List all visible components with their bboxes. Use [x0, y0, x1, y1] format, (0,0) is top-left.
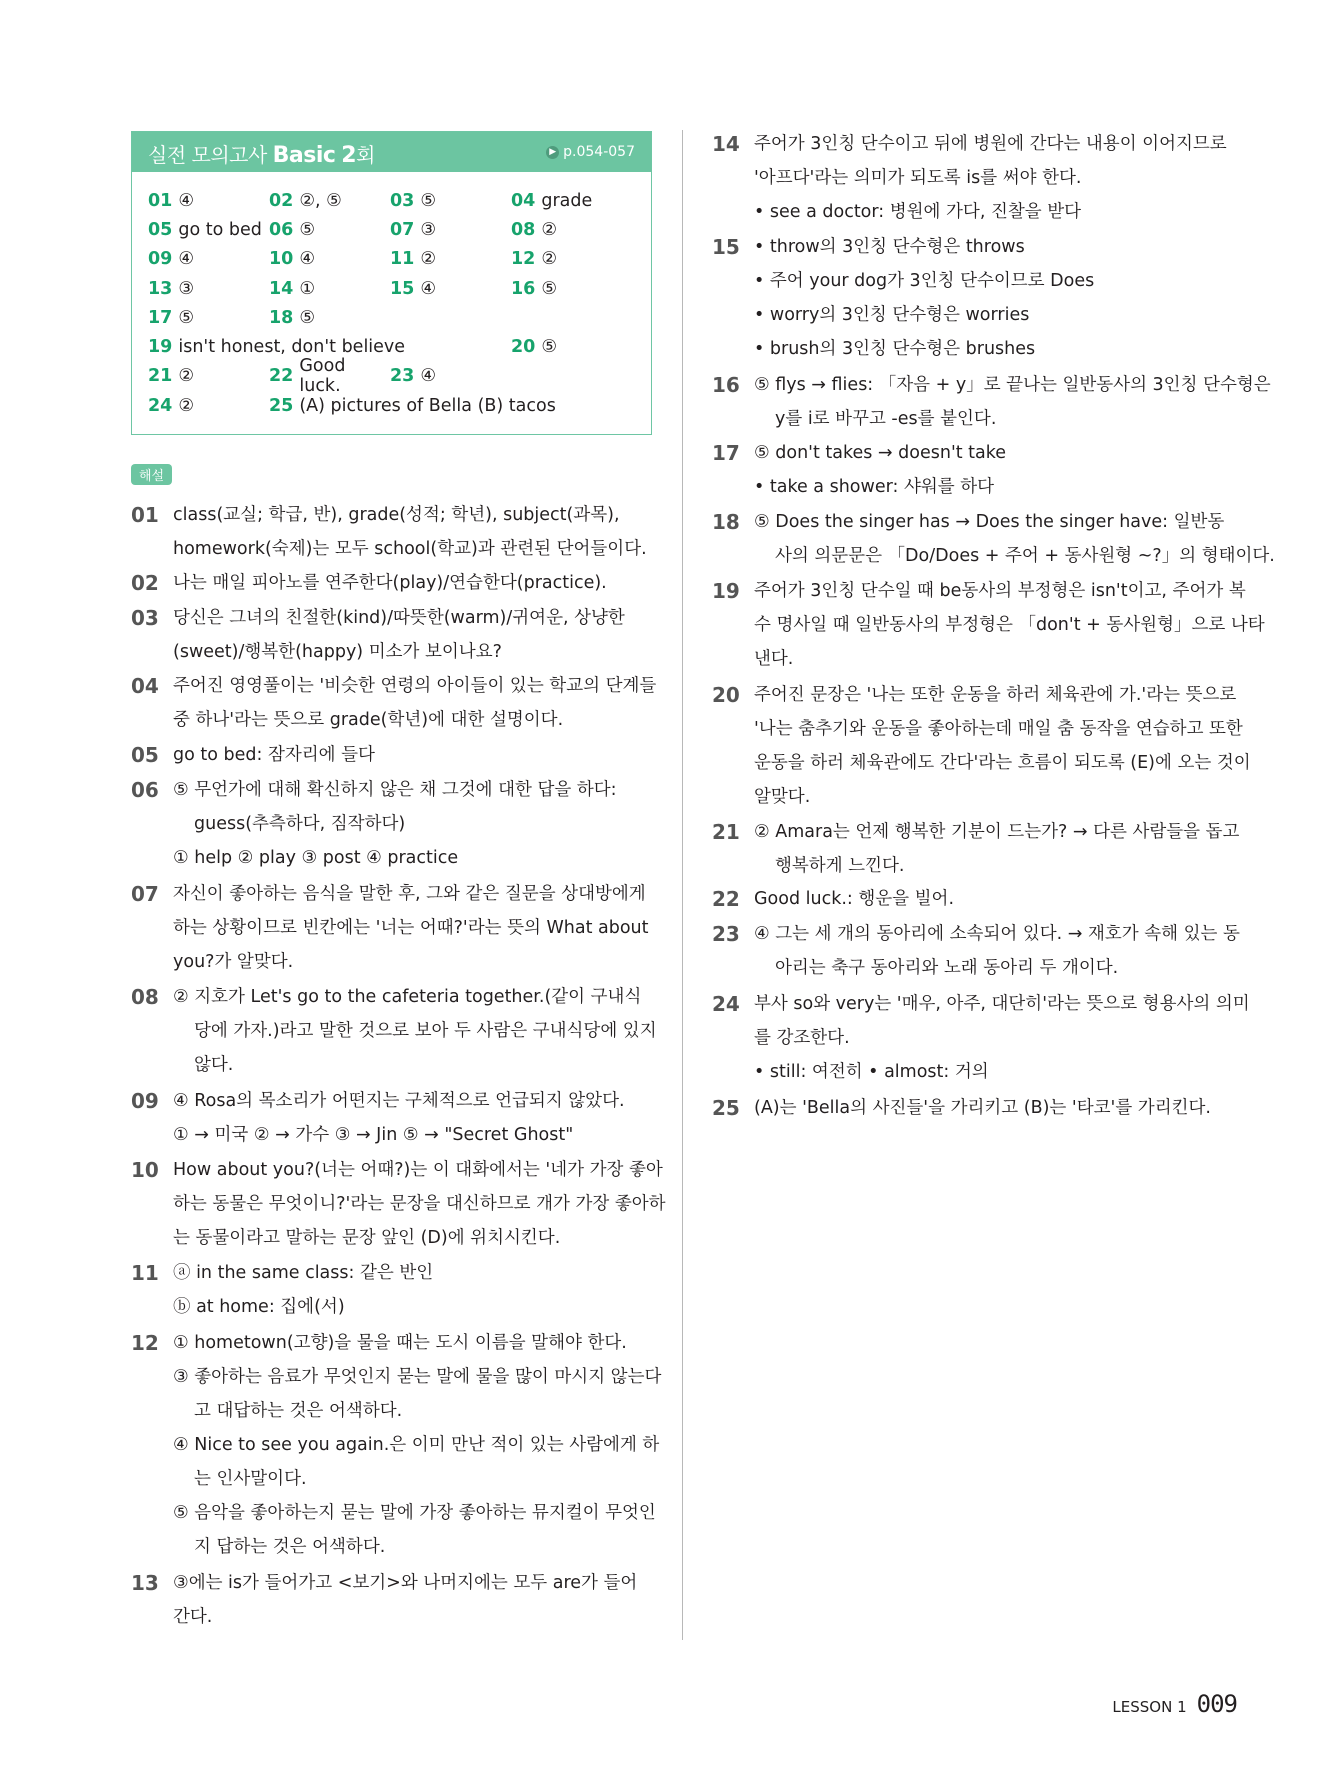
- item-line: 알맞다.: [754, 787, 811, 807]
- answer-number: 18: [269, 307, 294, 328]
- item-text: [754, 882, 1242, 916]
- item-line: 간다.: [173, 1607, 213, 1627]
- answer-box: [131, 131, 652, 435]
- item-text: [754, 505, 1275, 573]
- answer-cell: [390, 215, 511, 244]
- explanation-item: [712, 1091, 1242, 1125]
- answer-cell: [148, 245, 269, 274]
- explanation-item: [712, 917, 1242, 985]
- answer-value: ②: [420, 249, 437, 270]
- item-line: 행복하게 느낀다.: [775, 856, 905, 876]
- item-line: ③에는 is가 들어가고 <보기>와 나머지에는 모두 are가 들어: [173, 1573, 638, 1593]
- explanation-item: [131, 498, 661, 566]
- explanation-item: [131, 1153, 666, 1255]
- item-line: • brush의 3인칭 단수형은 brushes: [754, 339, 1036, 359]
- answer-value: ②: [541, 219, 558, 240]
- item-number: 08: [131, 985, 159, 1009]
- answer-value: ③: [420, 219, 437, 240]
- answer-number: 21: [148, 366, 173, 387]
- page-footer: [1112, 1690, 1237, 1718]
- item-text: [173, 1326, 661, 1564]
- item-number: 25: [712, 1096, 740, 1120]
- answer-number: 14: [269, 278, 294, 299]
- answer-cell: [148, 215, 269, 244]
- answer-number: 15: [390, 278, 415, 299]
- explanation-item: [712, 815, 1242, 883]
- item-number: 18: [712, 510, 740, 534]
- explanation-item: [131, 738, 661, 772]
- answer-value: go to bed: [178, 219, 262, 240]
- item-text: [173, 498, 661, 566]
- answer-number: 16: [511, 278, 536, 299]
- answer-cell: [511, 245, 632, 274]
- item-line: • throw의 3인칭 단수형은 throws: [754, 237, 1025, 257]
- item-text: [754, 230, 1242, 366]
- item-text: [173, 669, 661, 737]
- explanation-item: [712, 574, 1265, 676]
- answer-number: 10: [269, 249, 294, 270]
- answer-cell: [269, 245, 390, 274]
- item-number: 06: [131, 778, 159, 802]
- item-text: [754, 1091, 1242, 1125]
- item-line: 는 인사말이다.: [194, 1469, 307, 1489]
- item-line: 는 동물이라고 말하는 문장 앞인 (D)에 위치시킨다.: [173, 1228, 561, 1248]
- answer-number: 08: [511, 219, 536, 240]
- item-text: [754, 987, 1250, 1089]
- item-line: 주어가 3인칭 단수이고 뒤에 병원에 간다는 내용이 이어지므로: [754, 134, 1227, 154]
- answer-number: 19: [148, 337, 173, 358]
- item-text: [173, 1256, 661, 1324]
- answer-cell: [148, 186, 269, 215]
- answer-number: 11: [390, 249, 415, 270]
- item-number: 15: [712, 235, 740, 259]
- item-number: 21: [712, 820, 740, 844]
- item-number: 24: [712, 992, 740, 1016]
- answer-value: ⑤: [178, 307, 195, 328]
- explanation-item: [712, 436, 1242, 504]
- item-line: 않다.: [194, 1055, 234, 1075]
- item-number: 03: [131, 606, 159, 630]
- item-line: 를 강조한다.: [754, 1028, 850, 1048]
- item-line: ④ Rosa의 목소리가 어떤지는 구체적으로 언급되지 않았다.: [173, 1091, 625, 1111]
- answer-number: 20: [511, 337, 536, 358]
- answer-value: ⑤: [299, 219, 316, 240]
- answer-row: [148, 245, 635, 274]
- item-number: 17: [712, 441, 740, 465]
- item-line: y를 i로 바꾸고 -es를 붙인다.: [775, 409, 997, 429]
- item-line: 지 답하는 것은 어색하다.: [194, 1537, 386, 1557]
- answer-number: 09: [148, 249, 173, 270]
- item-line: class(교실; 학급, 반), grade(성적; 학년), subject(과목),: [173, 505, 620, 525]
- item-number: 05: [131, 743, 159, 767]
- answer-number: 22: [269, 366, 294, 387]
- answer-row: [148, 332, 635, 361]
- item-line: 운동을 하러 체육관에도 간다'라는 흐름이 되도록 (E)에 오는 것이: [754, 753, 1251, 773]
- item-number: 19: [712, 579, 740, 603]
- answer-value: ②: [541, 249, 558, 270]
- answer-row: [148, 186, 635, 215]
- page-number: 009: [1196, 1690, 1237, 1718]
- item-line: • still: 여전히 • almost: 거의: [754, 1062, 989, 1082]
- answer-cell: [269, 391, 632, 420]
- answer-number: 07: [390, 219, 415, 240]
- answer-cell: [148, 303, 269, 332]
- item-text: [754, 917, 1242, 985]
- item-line: ⓑ at home: 집에(서): [173, 1297, 345, 1317]
- item-number: 14: [712, 132, 740, 156]
- item-line: guess(추측하다, 짐작하다): [194, 814, 406, 834]
- item-text: [754, 678, 1251, 814]
- item-number: 20: [712, 683, 740, 707]
- answer-value: ②: [178, 366, 195, 387]
- item-text: [173, 1566, 661, 1634]
- answer-number: 06: [269, 219, 294, 240]
- item-text: [754, 436, 1242, 504]
- item-line: ⑤ don't takes → doesn't take: [754, 443, 1007, 463]
- answer-value: ①: [299, 278, 316, 299]
- item-line: 수 명사일 때 일반동사의 부정형은 「don't + 동사원형」으로 나타: [754, 615, 1265, 635]
- item-number: 07: [131, 882, 159, 906]
- item-number: 10: [131, 1158, 159, 1182]
- answer-number: 04: [511, 190, 536, 211]
- explanation-item: [131, 1084, 661, 1152]
- item-line: • see a doctor: 병원에 가다, 진찰을 받다: [754, 202, 1082, 222]
- answer-cell: [269, 274, 390, 303]
- explanation-item: [712, 230, 1242, 366]
- column-divider: [682, 130, 683, 1640]
- answer-number: 24: [148, 395, 173, 416]
- item-line: ④ 그는 세 개의 동아리에 소속되어 있다. → 재호가 속해 있는 동: [754, 924, 1240, 944]
- answer-number: 17: [148, 307, 173, 328]
- item-number: 09: [131, 1089, 159, 1113]
- answer-value: ②: [178, 395, 195, 416]
- explanation-item: [712, 987, 1250, 1089]
- item-line: 당신은 그녀의 친절한(kind)/따뜻한(warm)/귀여운, 상냥한: [173, 608, 625, 628]
- answer-cell: [511, 186, 632, 215]
- item-line: 부사 so와 very는 '매우, 아주, 대단히'라는 뜻으로 형용사의 의미: [754, 994, 1250, 1014]
- item-line: '나는 춤추기와 운동을 좋아하는데 매일 춤 동작을 연습하고 또한: [754, 719, 1243, 739]
- item-text: [173, 566, 661, 600]
- item-line: ⑤ 무언가에 대해 확신하지 않은 채 그것에 대한 답을 하다:: [173, 780, 617, 800]
- item-line: 낸다.: [754, 649, 794, 669]
- item-number: 01: [131, 503, 159, 527]
- arrow-right-icon: ▶: [546, 146, 559, 159]
- answer-row: [148, 274, 635, 303]
- answer-cell: [511, 215, 632, 244]
- answer-value: Good luck.: [299, 356, 346, 397]
- item-number: 22: [712, 887, 740, 911]
- item-number: 23: [712, 922, 740, 946]
- lesson-label: LESSON 1: [1112, 1698, 1187, 1716]
- answer-number: 25: [269, 395, 294, 416]
- answer-value: ⑤: [299, 307, 316, 328]
- item-text: [173, 1084, 661, 1152]
- explanation-item: [131, 1256, 661, 1324]
- item-line: How about you?(너는 어때?)는 이 대화에서는 '네가 가장 좋아: [173, 1160, 663, 1180]
- item-line: ④ Nice to see you again.은 이미 만난 적이 있는 사람에게 하: [173, 1435, 660, 1455]
- item-line: 나는 매일 피아노를 연주한다(play)/연습한다(practice).: [173, 573, 607, 593]
- item-line: go to bed: 잠자리에 들다: [173, 745, 375, 765]
- explanation-item: [712, 882, 1242, 916]
- item-line: 당에 가자.)라고 말한 것으로 보아 두 사람은 구내식당에 있지: [194, 1021, 657, 1041]
- item-line: Good luck.: 행운을 빌어.: [754, 889, 955, 909]
- answer-number: 13: [148, 278, 173, 299]
- answer-value: grade: [541, 190, 593, 211]
- item-number: 02: [131, 571, 159, 595]
- item-line: • 주어 your dog가 3인칭 단수이므로 Does: [754, 271, 1095, 291]
- answer-number: 03: [390, 190, 415, 211]
- answer-number: 02: [269, 190, 294, 211]
- answer-value: ④: [420, 366, 437, 387]
- item-line: you?가 알맞다.: [173, 952, 294, 972]
- item-text: [173, 1153, 666, 1255]
- item-line: 아리는 축구 동아리와 노래 동아리 두 개이다.: [775, 958, 1119, 978]
- explanation-item: [712, 678, 1251, 814]
- item-line: 고 대답하는 것은 어색하다.: [194, 1401, 403, 1421]
- item-line: • take a shower: 샤워를 하다: [754, 477, 995, 497]
- answer-value: ⑤: [541, 278, 558, 299]
- item-line: ① hometown(고향)을 물을 때는 도시 이름을 말해야 한다.: [173, 1333, 627, 1353]
- item-number: 16: [712, 373, 740, 397]
- answer-value: ③: [178, 278, 195, 299]
- explanation-item: [131, 1326, 661, 1564]
- item-text: [754, 574, 1265, 676]
- answer-value: ⑤: [420, 190, 437, 211]
- explanation-item: [131, 773, 661, 875]
- answer-cell: [148, 362, 269, 391]
- item-line: 자신이 좋아하는 음식을 말한 후, 그와 같은 질문을 상대방에게: [173, 884, 646, 904]
- explanation-item: [131, 877, 661, 979]
- item-line: 사의 의문문은 「Do/Does + 주어 + 동사원형 ~?」의 형태이다.: [775, 546, 1275, 566]
- explanation-item: [131, 566, 661, 600]
- item-line: (sweet)/행복한(happy) 미소가 보이나요?: [173, 642, 502, 662]
- item-line: ② 지호가 Let's go to the cafeteria together.(같이 구내식: [173, 987, 642, 1007]
- item-line: ⑤ Does the singer has → Does the singer have: 일반동: [754, 512, 1225, 532]
- answer-row: [148, 356, 635, 397]
- explanation-item: [131, 980, 661, 1082]
- answer-cell: [269, 215, 390, 244]
- answer-box-header: [132, 132, 651, 172]
- answer-value: (A) pictures of Bella (B) tacos: [299, 395, 556, 416]
- answer-cell: [148, 391, 269, 420]
- item-line: • worry의 3인칭 단수형은 worries: [754, 305, 1030, 325]
- answer-number: 01: [148, 190, 173, 211]
- item-line: 주어진 문장은 '나는 또한 운동을 하러 체육관에 가.'라는 뜻으로: [754, 685, 1237, 705]
- item-text: [173, 601, 661, 669]
- item-line: 하는 상황이므로 빈칸에는 '너는 어때?'라는 뜻의 What about: [173, 918, 649, 938]
- item-line: ③ 좋아하는 음료가 무엇인지 묻는 말에 물을 많이 마시지 않는다: [173, 1367, 662, 1387]
- item-line: ⑤ flys → flies: 「자음 + y」로 끝나는 일반동사의 3인칭 단수형은: [754, 375, 1271, 395]
- item-text: [173, 773, 661, 875]
- answer-cell: [511, 274, 632, 303]
- item-text: [173, 980, 661, 1082]
- answer-cell: [269, 356, 390, 397]
- item-line: ⑤ 음악을 좋아하는지 묻는 말에 가장 좋아하는 뮤지컬이 무엇인: [173, 1503, 656, 1523]
- answer-value: ④: [178, 190, 195, 211]
- item-text: [173, 877, 661, 979]
- answer-value: ④: [299, 249, 316, 270]
- answer-number: 12: [511, 249, 536, 270]
- answer-value: ④: [420, 278, 437, 299]
- answer-value: isn't honest, don't believe: [178, 337, 406, 358]
- answer-cell: [390, 186, 511, 215]
- item-line: homework(숙제)는 모두 school(학교)과 관련된 단어들이다.: [173, 539, 647, 559]
- item-text: [754, 368, 1271, 436]
- answer-value: ②, ⑤: [299, 190, 342, 211]
- answer-row: [148, 391, 635, 420]
- answer-cell: [390, 245, 511, 274]
- answer-cell: [390, 362, 511, 391]
- item-line: 주어가 3인칭 단수일 때 be동사의 부정형은 isn't이고, 주어가 복: [754, 581, 1246, 601]
- item-text: [754, 127, 1242, 229]
- item-line: 중 하나'라는 뜻으로 grade(학년)에 대한 설명이다.: [173, 710, 564, 730]
- item-line: ① help ② play ③ post ④ practice: [173, 848, 459, 868]
- explanation-item: [131, 669, 661, 737]
- answer-value: ⑤: [541, 337, 558, 358]
- explanation-badge: 해설: [131, 464, 172, 485]
- explanation-item: [712, 368, 1271, 436]
- answer-row: [148, 215, 635, 244]
- explanation-item: [131, 1566, 661, 1634]
- answer-grid: [132, 172, 651, 420]
- item-text: [173, 738, 661, 772]
- item-number: 12: [131, 1331, 159, 1355]
- answer-box-title: 실전 모의고사 Basic 2회: [148, 143, 375, 168]
- answer-value: ④: [178, 249, 195, 270]
- answer-cell: [269, 303, 390, 332]
- item-number: 13: [131, 1571, 159, 1595]
- item-number: 04: [131, 674, 159, 698]
- item-line: 주어진 영영풀이는 '비슷한 연령의 아이들이 있는 학교의 단계들: [173, 676, 657, 696]
- explanation-item: [712, 505, 1275, 573]
- item-line: ⓐ in the same class: 같은 반인: [173, 1263, 434, 1283]
- item-line: '아프다'라는 의미가 되도록 is를 써야 한다.: [754, 168, 1082, 188]
- item-text: [754, 815, 1242, 883]
- answer-cell: [511, 332, 632, 361]
- answer-row: [148, 303, 635, 332]
- item-number: 11: [131, 1261, 159, 1285]
- explanation-item: [712, 127, 1242, 229]
- item-line: 하는 동물은 무엇이니?'라는 문장을 대신하므로 개가 가장 좋아하: [173, 1194, 666, 1214]
- answer-number: 23: [390, 366, 415, 387]
- explanation-item: [131, 601, 661, 669]
- item-line: ② Amara는 언제 행복한 기분이 드는가? → 다른 사람들을 돕고: [754, 822, 1240, 842]
- answer-cell: [390, 274, 511, 303]
- answer-cell: [148, 274, 269, 303]
- item-line: (A)는 'Bella의 사진들'을 가리키고 (B)는 '타코'를 가리킨다.: [754, 1098, 1211, 1118]
- item-line: ① → 미국 ② → 가수 ③ → Jin ⑤ → "Secret Ghost": [173, 1125, 574, 1145]
- page-reference: ▶ p.054-057: [546, 144, 635, 160]
- answer-number: 05: [148, 219, 173, 240]
- answer-cell: [269, 186, 390, 215]
